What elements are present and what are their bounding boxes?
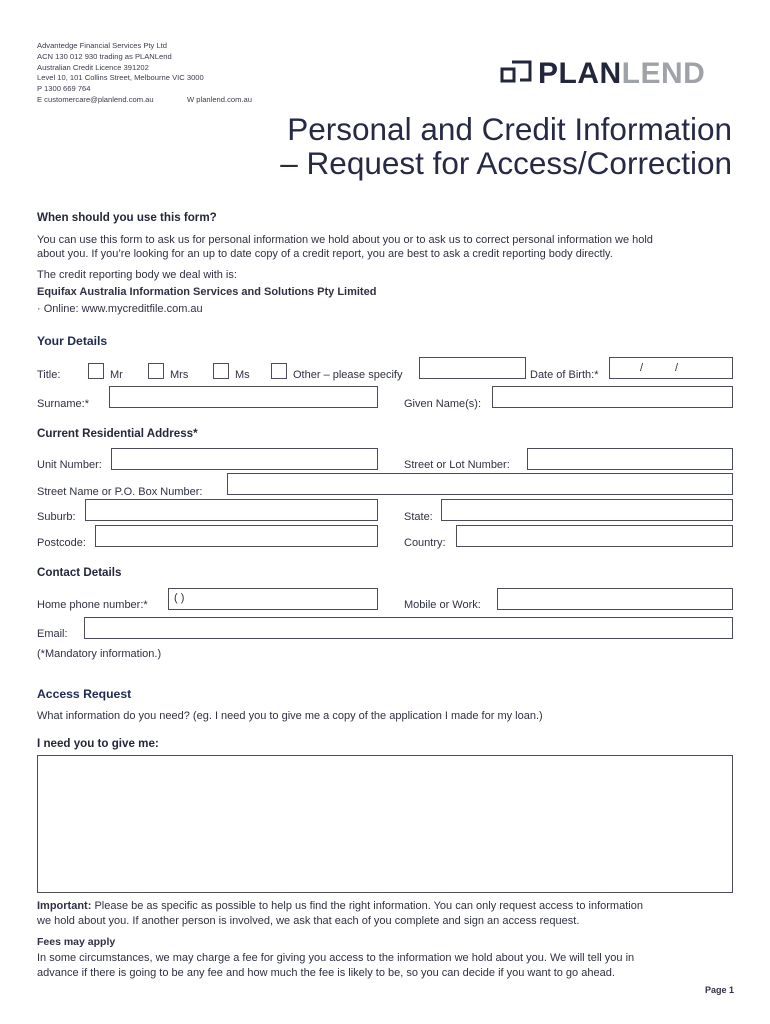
title-mr-checkbox[interactable]	[88, 363, 104, 379]
dob-label: Date of Birth:*	[530, 369, 599, 381]
title-label: Title:	[37, 369, 61, 381]
street-name-label: Street Name or P.O. Box Number:	[37, 486, 203, 498]
dob-separator: /	[675, 362, 679, 374]
postcode-field[interactable]	[95, 525, 378, 547]
street-name-field[interactable]	[227, 473, 733, 495]
intro-para-line-2: about you. If you’re looking for an up to date copy of a credit report, you are best to ask a credit reporting body directly.	[37, 248, 613, 260]
logo-mark-icon	[500, 58, 534, 90]
intro-heading: When should you use this form?	[37, 211, 217, 224]
fees-heading: Fees may apply	[37, 936, 116, 948]
planlend-logo	[500, 58, 705, 90]
your-details-heading: Your Details	[37, 334, 108, 348]
company-info	[37, 41, 253, 106]
access-question: What information do you need? (eg. I need you to give me a copy of the application I made for my loan.)	[37, 710, 543, 722]
give-me-label: I need you to give me:	[37, 737, 159, 750]
unit-number-label: Unit Number:	[37, 459, 102, 471]
suburb-label: Suburb:	[37, 511, 76, 523]
access-request-heading: Access Request	[37, 687, 132, 701]
logo-plan: PLAN	[538, 57, 622, 90]
company-licence: Australian Credit Licence 391202	[37, 62, 149, 72]
suburb-field[interactable]	[85, 499, 378, 521]
title-line-1: Personal and Credit Information	[287, 111, 732, 147]
important-text: Please be as specific as possible to help us find the right information. You can only request access to information	[91, 900, 643, 912]
country-label: Country:	[404, 537, 446, 549]
company-phone: P 1300 669 764	[37, 84, 91, 94]
logo-lend: LEND	[621, 57, 706, 90]
surname-label: Surname:*	[37, 398, 89, 410]
given-name-field[interactable]	[492, 386, 733, 408]
intro-para-line-1: You can use this form to ask us for personal information we hold about you or to ask us to correct personal information we hold	[37, 234, 653, 246]
state-field[interactable]	[441, 499, 733, 521]
mobile-field[interactable]	[497, 588, 733, 610]
fees-line-2: advance if there is going to be any fee and how much the fee is likely to be, so you can decide if you want to go ahead.	[37, 967, 615, 979]
page-title	[280, 112, 732, 180]
company-address: Level 10, 101 Collins Street, Melbourne VIC 3000	[37, 73, 204, 83]
logo-wordmark	[538, 59, 705, 89]
given-name-label: Given Name(s):	[404, 398, 482, 410]
street-lot-field[interactable]	[527, 448, 733, 470]
postcode-label: Postcode:	[37, 537, 86, 549]
home-phone-field[interactable]	[168, 588, 378, 610]
fees-line-1: In some circumstances, we may charge a fee for giving you access to the information we hold about you. We will tell you in	[37, 952, 635, 964]
dob-separator: /	[640, 362, 644, 374]
street-lot-label: Street or Lot Number:	[404, 459, 510, 471]
unit-number-field[interactable]	[111, 448, 378, 470]
important-label: Important:	[37, 900, 92, 912]
request-details-textarea[interactable]	[37, 755, 733, 893]
important-line-1	[37, 899, 643, 914]
bureau-name: Equifax Australia Information Services and Solutions Pty Limited	[37, 286, 377, 298]
state-label: State:	[404, 511, 433, 523]
title-other-field[interactable]	[419, 357, 526, 379]
title-ms-label: Ms	[235, 369, 250, 381]
bureau-online: · Online: www.mycreditfile.com.au	[37, 303, 203, 315]
company-acn: ACN 130 012 930 trading as PLANLend	[37, 51, 172, 61]
home-phone-label: Home phone number:*	[37, 599, 148, 611]
surname-field[interactable]	[109, 386, 378, 408]
address-heading: Current Residential Address*	[37, 427, 198, 440]
dob-field[interactable]	[609, 357, 733, 379]
title-other-checkbox[interactable]	[271, 363, 287, 379]
company-name: Advantedge Financial Services Pty Ltd	[37, 41, 168, 50]
title-ms-checkbox[interactable]	[213, 363, 229, 379]
page-number: Page 1	[704, 985, 734, 995]
title-line-2: – Request for Access/Correction	[280, 145, 732, 181]
company-web: W planlend.com.au	[187, 95, 253, 104]
title-other-label: Other – please specify	[293, 369, 403, 381]
mobile-label: Mobile or Work:	[404, 599, 481, 611]
title-mrs-label: Mrs	[170, 369, 189, 381]
bureau-intro: The credit reporting body we deal with is:	[37, 269, 237, 281]
home-phone-area-code: ( )	[174, 592, 185, 604]
country-field[interactable]	[456, 525, 733, 547]
mandatory-note: (*Mandatory information.)	[37, 648, 162, 660]
email-label: Email:	[37, 628, 68, 640]
title-mr-label: Mr	[110, 369, 123, 381]
company-email: E customercare@planlend.com.au	[37, 94, 154, 104]
email-field[interactable]	[84, 617, 733, 639]
contact-heading: Contact Details	[37, 566, 122, 579]
title-mrs-checkbox[interactable]	[148, 363, 164, 379]
important-line-2: we hold about you. If another person is involved, we ask that each of you complete and sign an access request.	[37, 915, 580, 927]
